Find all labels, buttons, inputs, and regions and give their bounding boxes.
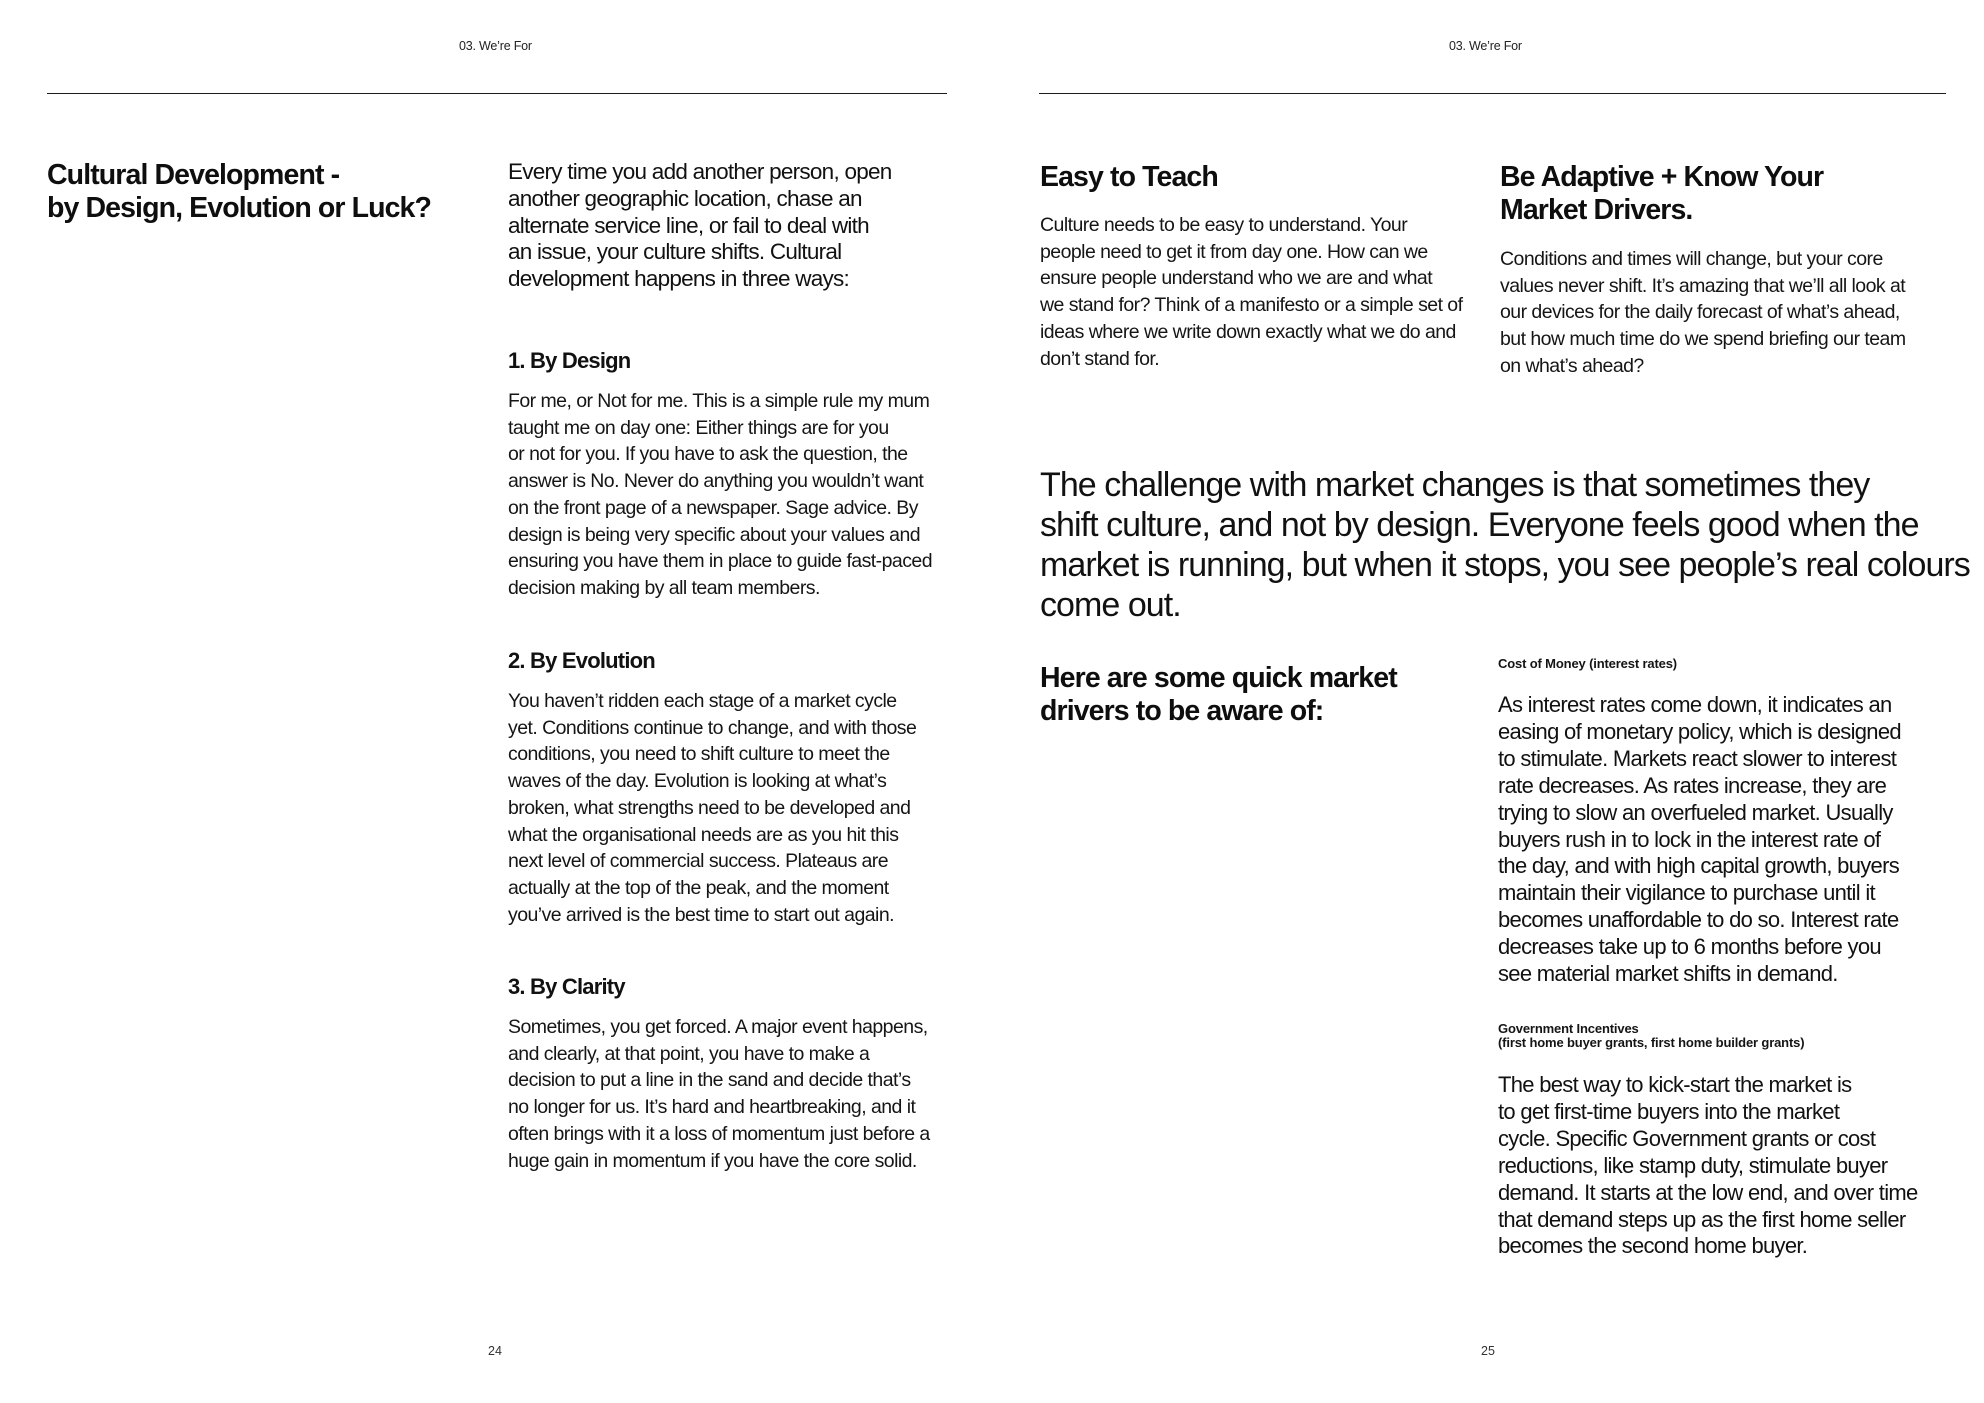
body-line: on what’s ahead? [1500,354,1644,377]
label-line: Cost of Money (interest rates) [1498,656,1677,671]
be-adaptive-heading [1500,161,1823,227]
body-line: huge gain in momentum if you have the core solid. [508,1149,917,1172]
body-line: cycle. Specific Government grants or cost [1498,1125,1876,1151]
body-line: trying to slow an overfueled market. Usually [1498,799,1893,825]
driver-body-government-incentives [1498,1072,1918,1260]
section-body-by-evolution [508,688,916,928]
body-line: As interest rates come down, it indicates an [1498,692,1892,717]
body-line: reductions, like stamp duty, stimulate buyer [1498,1152,1888,1178]
body-line: our devices for the daily forecast of what’s ahead, [1500,301,1900,324]
driver-label-cost-of-money [1498,657,1677,671]
heading-line: Market Drivers. [1500,194,1693,226]
section-heading-by-clarity: 3. By Clarity [508,974,625,999]
body-line: and clearly, at that point, you have to make a [508,1042,870,1065]
intro-line: alternate service line, or fail to deal with [508,212,869,238]
body-line: don’t stand for. [1040,347,1160,370]
body-line: you’ve arrived is the best time to start out again. [508,903,894,926]
body-line: what the organisational needs are as you hit this [508,823,899,846]
body-line: decreases take up to 6 months before you [1498,934,1881,960]
label-line: (first home buyer grants, first home builder grants) [1498,1035,1805,1050]
body-line: to stimulate. Markets react slower to interest [1498,745,1897,771]
intro-paragraph [508,159,892,293]
body-line: The best way to kick-start the market is [1498,1072,1852,1097]
body-line: becomes the second home buyer. [1498,1233,1808,1259]
body-line: buyers rush in to lock in the interest rate of [1498,826,1881,852]
body-line: rate decreases. As rates increase, they are [1498,772,1887,798]
body-line: answer is No. Never do anything you wouldn’t want [508,470,924,493]
header-divider [1039,93,1946,94]
body-line: decision making by all team members. [508,576,820,599]
intro-line: Every time you add another person, open [508,159,892,184]
running-head: 03. We’re For [1449,39,1522,53]
heading-line: Be Adaptive + Know Your [1500,161,1824,193]
quote-line: market is running, but when it stops, you see people’s real colours [1040,546,1970,584]
body-line: we stand for? Think of a manifesto or a simple set of [1040,294,1463,317]
section-body-by-clarity [508,1014,930,1174]
section-body-by-design [508,388,932,602]
body-line: next level of commercial success. Plateaus are [508,850,889,873]
page-number: 24 [488,1344,502,1358]
header-divider [47,93,947,94]
body-line: yet. Conditions continue to change, and with those [508,716,917,739]
body-line: but how much time do we spend briefing our team [1500,328,1906,351]
intro-line: another geographic location, chase an [508,185,862,211]
page-title [47,159,431,225]
section-heading-by-design: 1. By Design [508,348,631,373]
body-line: people need to get it from day one. How can we [1040,240,1428,263]
market-drivers-heading [1040,662,1397,728]
right-page [992,0,1984,1403]
body-line: Culture needs to be easy to understand. Your [1040,214,1408,236]
body-line: design is being very specific about your values and [508,523,921,546]
body-line: taught me on day one: Either things are for you [508,416,889,439]
title-line: by Design, Evolution or Luck? [47,192,432,224]
body-line: decision to put a line in the sand and decide that’s [508,1069,911,1092]
body-line: or not for you. If you have to ask the question, the [508,443,908,466]
label-line: Government Incentives [1498,1021,1639,1036]
body-line: on the front page of a newspaper. Sage advice. By [508,496,918,519]
body-line: Conditions and times will change, but your core [1500,248,1883,270]
body-line: often brings with it a loss of momentum just before a [508,1122,930,1145]
body-line: that demand steps up as the first home seller [1498,1206,1906,1232]
body-line: demand. It starts at the low end, and over time [1498,1179,1918,1205]
page-number: 25 [1481,1344,1495,1358]
body-line: For me, or Not for me. This is a simple rule my mum [508,390,930,412]
body-line: ideas where we write down exactly what we do and [1040,320,1456,343]
be-adaptive-body [1500,246,1906,380]
body-line: becomes unaffordable to do so. Interest rate [1498,907,1899,933]
body-line: You haven’t ridden each stage of a market cycle [508,690,897,712]
heading-line: Here are some quick market [1040,662,1397,694]
driver-label-government-incentives [1498,1022,1804,1050]
pull-quote [1040,465,1970,625]
body-line: Sometimes, you get forced. A major event happens, [508,1016,928,1038]
intro-line: development happens in three ways: [508,266,849,292]
driver-body-cost-of-money [1498,692,1901,988]
heading-line: drivers to be aware of: [1040,695,1324,727]
body-line: no longer for us. It’s hard and heartbreaking, and it [508,1096,916,1119]
quote-line: shift culture, and not by design. Everyone feels good when the [1040,506,1919,544]
body-line: to get first-time buyers into the market [1498,1098,1840,1124]
body-line: maintain their vigilance to purchase until it [1498,880,1875,906]
body-line: ensure people understand who we are and what [1040,267,1433,290]
body-line: actually at the top of the peak, and the moment [508,876,889,899]
body-line: broken, what strengths need to be developed and [508,796,911,819]
running-head: 03. We’re For [459,39,532,53]
body-line: waves of the day. Evolution is looking at what’s [508,770,887,793]
quote-line: The challenge with market changes is that sometimes they [1040,466,1870,504]
body-line: values never shift. It’s amazing that we’ll all look at [1500,274,1906,297]
easy-to-teach-heading: Easy to Teach [1040,161,1218,193]
body-line: conditions, you need to shift culture to meet the [508,743,890,766]
intro-line: an issue, your culture shifts. Cultural [508,239,842,265]
body-line: ensuring you have them in place to guide fast-paced [508,550,932,573]
quote-line: come out. [1040,586,1181,624]
title-line: Cultural Development - [47,159,340,191]
easy-to-teach-body [1040,212,1462,372]
section-heading-by-evolution: 2. By Evolution [508,648,655,673]
body-line: see material market shifts in demand. [1498,961,1838,987]
body-line: the day, and with high capital growth, buyers [1498,853,1900,879]
body-line: easing of monetary policy, which is designed [1498,718,1901,744]
